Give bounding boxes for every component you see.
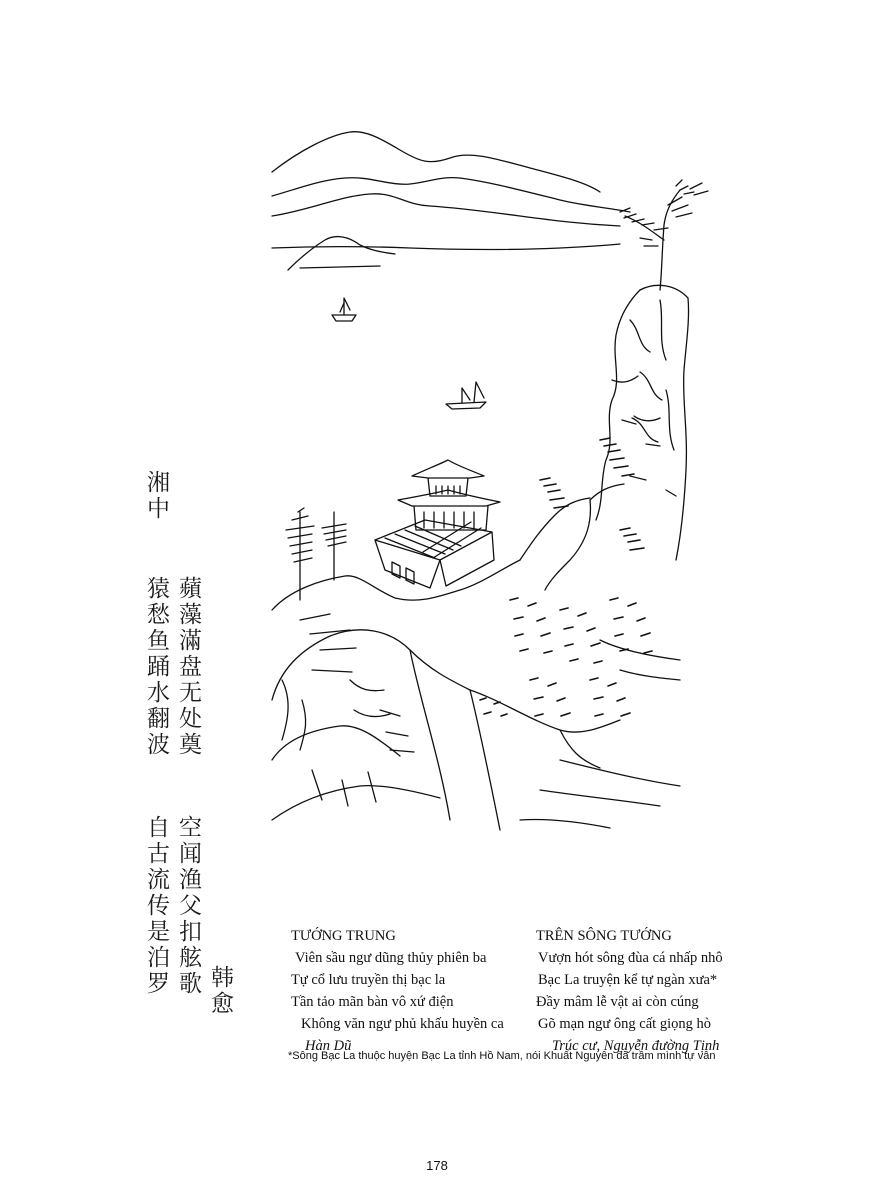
poem-left-author: Hàn Dũ [305,1038,352,1054]
distant-mountains [272,132,630,270]
cliff-right [596,285,689,560]
poem-right-author: Trúc cư, Nguyễn đường Tịnh [552,1038,720,1054]
water-waves [520,640,680,828]
poem-left-line: Tự cổ lưu truyền thị bạc la [291,972,446,988]
poem-right-line: Đầy mâm lễ vật ai còn cúng [536,994,699,1010]
poem-left-line: Không văn ngư phủ khấu huyền ca [301,1016,504,1032]
poem-right-line: Bạc La truyện kể tự ngàn xưa* [538,972,718,988]
chinese-line-3: 空闻渔父扣舷歌 [175,815,201,997]
page-number: 178 [426,1158,448,1173]
poem-left-title: TƯỚNG TRUNG [291,928,396,944]
pine-tree-top [620,180,708,290]
sailboats [332,298,486,409]
chinese-line-1: 蘋藻滿盘无处奠 [175,576,201,758]
chinese-title: 湘中 [143,470,169,522]
chinese-line-2: 猿愁鱼踊水翻波 [143,576,169,758]
small-pines-left [286,508,346,600]
poem-left-line: Tần tảo mãn bàn vô xứ điện [291,994,454,1010]
tree-trunks [470,484,624,768]
chinese-line-4: 自古流传是泊罗 [143,815,169,997]
pagoda [375,460,500,588]
chinese-author: 韩愈 [207,965,233,1017]
poem-left-line: Viên sầu ngư dũng thủy phiên ba [295,950,487,966]
poem-right-line: Vượn hót sông đùa cá nhấp nhô [538,950,723,966]
foliage-cluster [480,438,652,716]
footnote: *Sông Bạc La thuộc huyện Bạc La tỉnh Hồ Nam, nói Khuất Nguyên đã trầm mình tự vẫn [288,1050,716,1062]
poem-right-title: TRÊN SÔNG TƯỚNG [536,928,672,944]
poem-right [536,925,723,1057]
poem-left [291,925,504,1057]
poem-right-line: Gõ mạn ngư ông cất giọng hò [538,1016,711,1032]
